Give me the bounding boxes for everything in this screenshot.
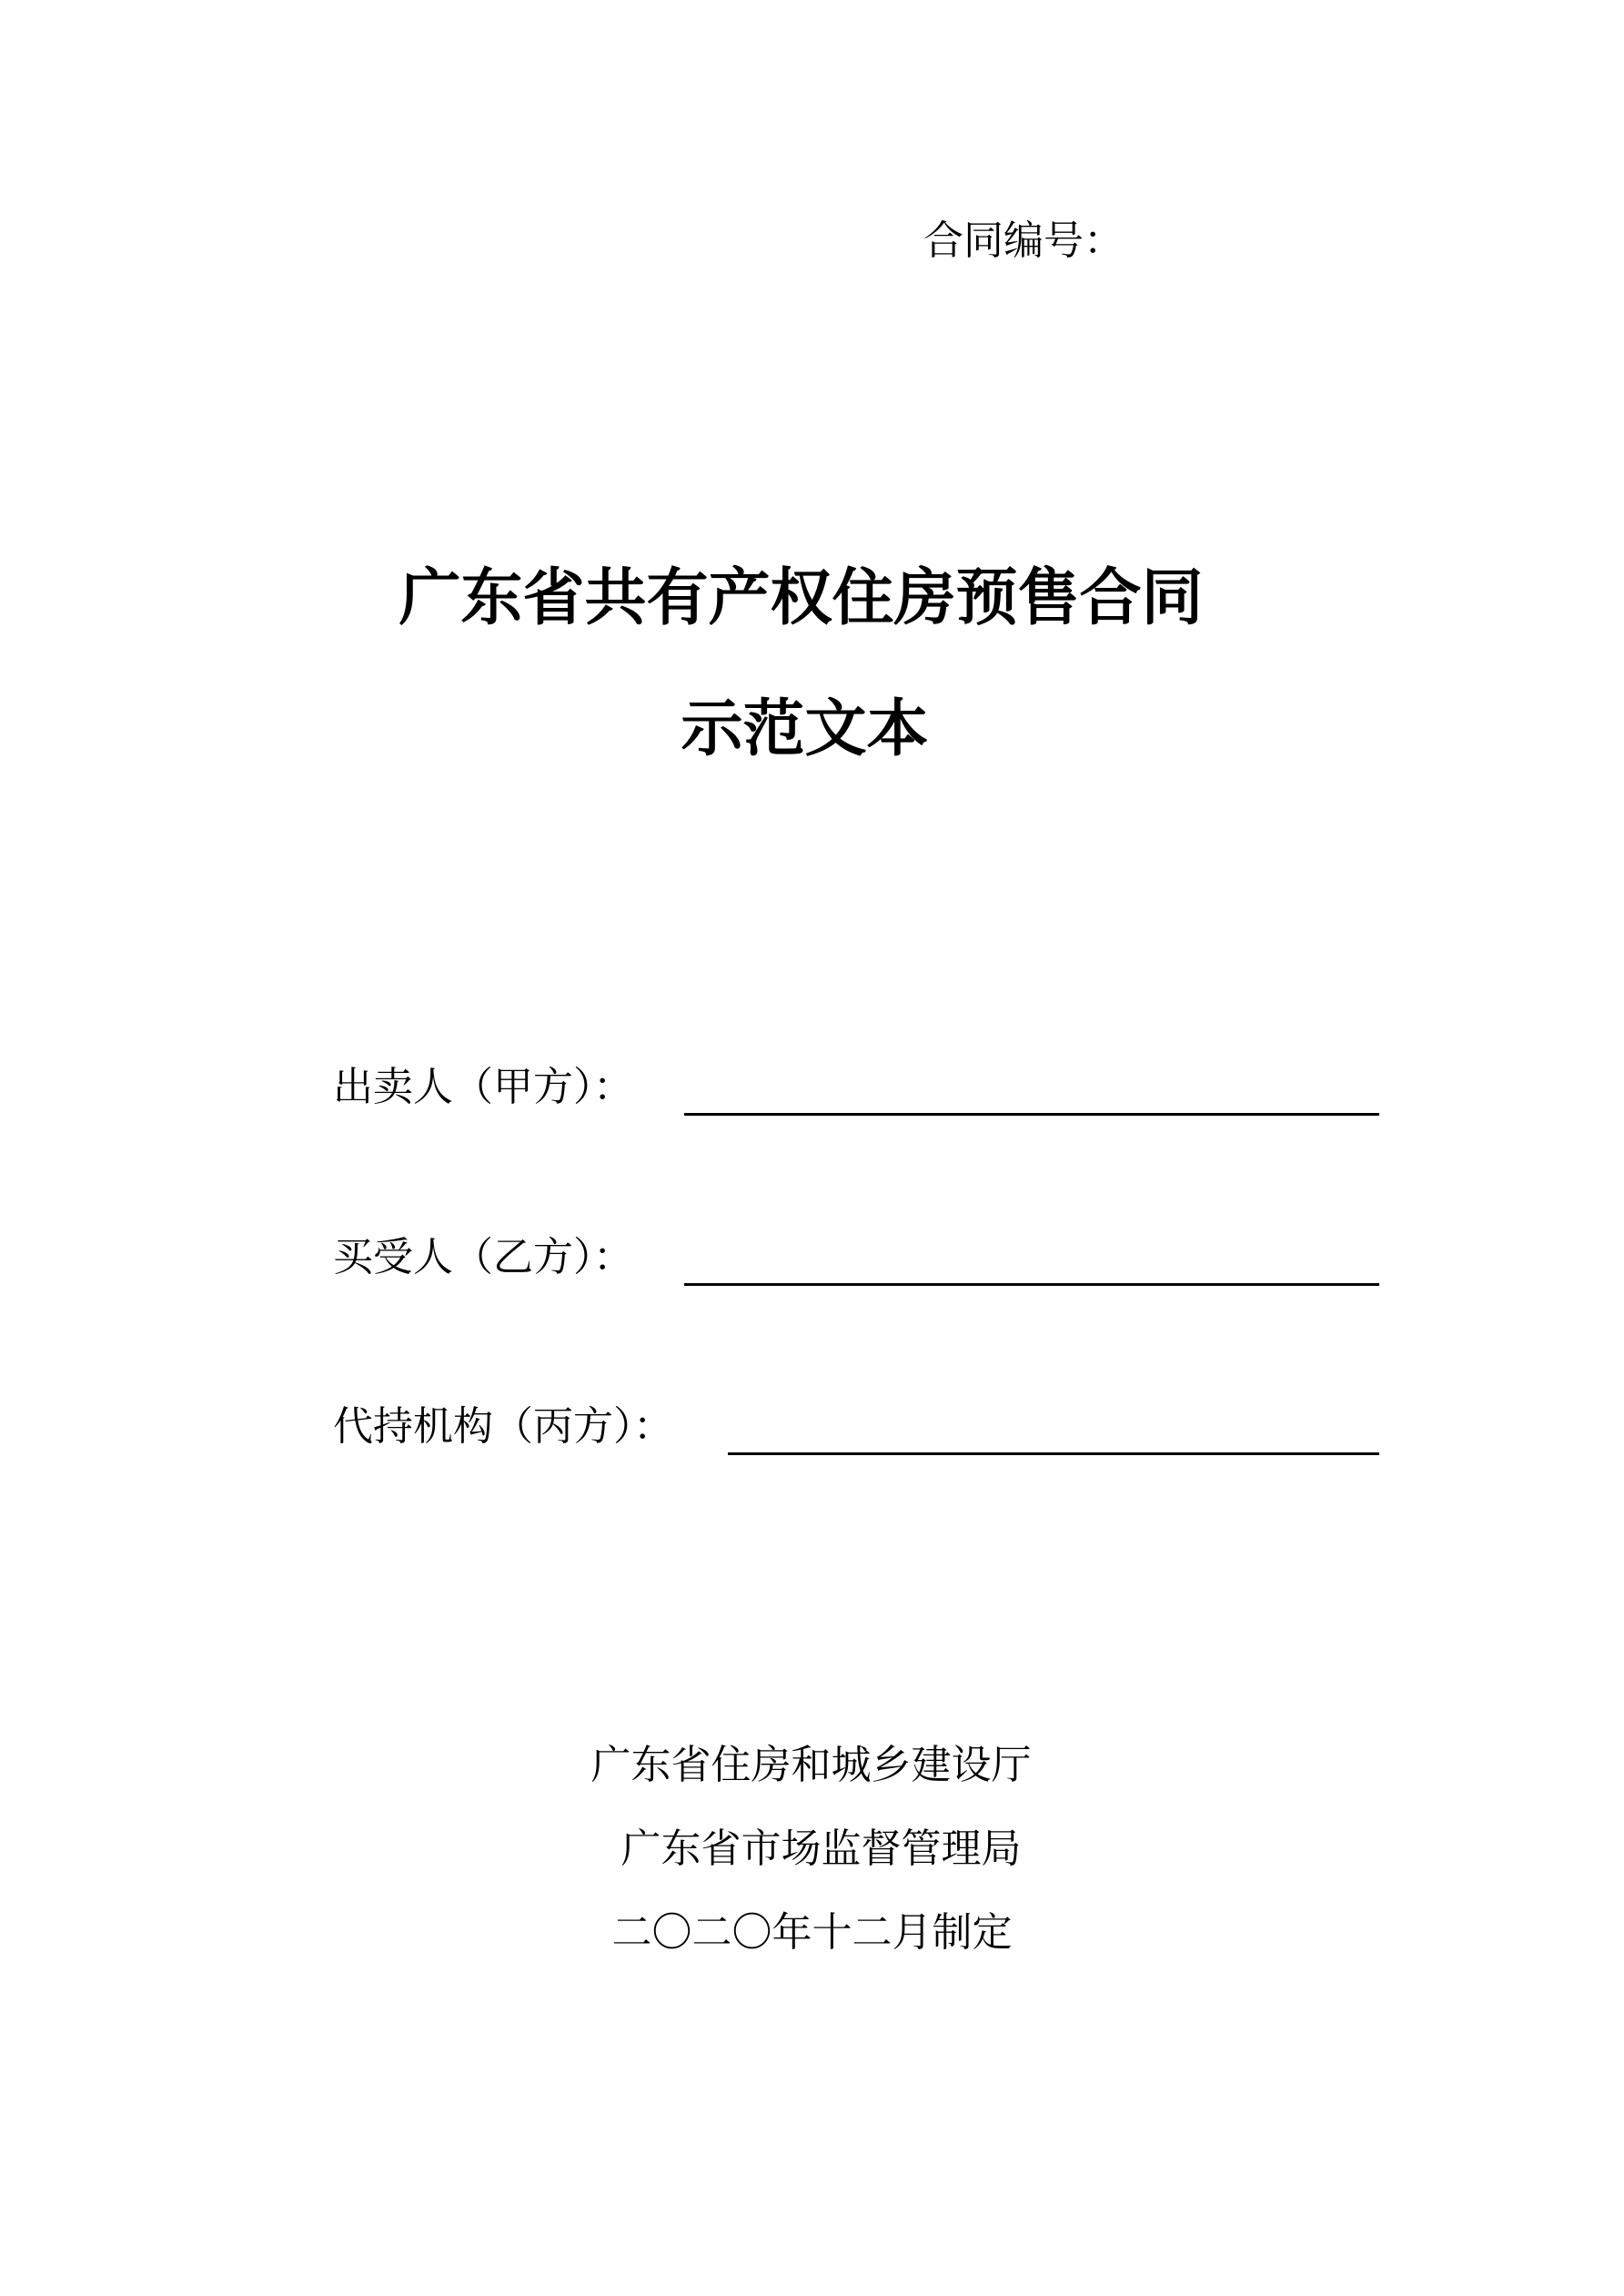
party-fill-line-buyer xyxy=(684,1283,1379,1286)
issuer-market-regulation-bureau: 广东省市场监督管理局 xyxy=(620,1826,1022,1872)
document-subtitle: 示范文本 xyxy=(681,693,929,765)
party-label-agency: 代持机构（丙方）： xyxy=(333,1403,673,1450)
party-row-seller xyxy=(333,1057,1379,1121)
contract-number-label: 合同编号： xyxy=(923,217,1124,264)
party-fill-line-agency xyxy=(728,1452,1379,1455)
party-row-agency xyxy=(333,1397,1379,1461)
issuer-housing-department: 广东省住房和城乡建设厅 xyxy=(590,1742,1032,1788)
party-fill-line-seller xyxy=(684,1113,1379,1116)
party-row-buyer xyxy=(333,1228,1379,1291)
party-label-seller: 出卖人（甲方）： xyxy=(333,1064,633,1110)
party-label-buyer: 买受人（乙方）： xyxy=(333,1234,633,1280)
issue-date: 二〇二〇年十二月制定 xyxy=(611,1909,1013,1956)
document-title: 广东省共有产权住房预售合同 xyxy=(398,562,1204,634)
